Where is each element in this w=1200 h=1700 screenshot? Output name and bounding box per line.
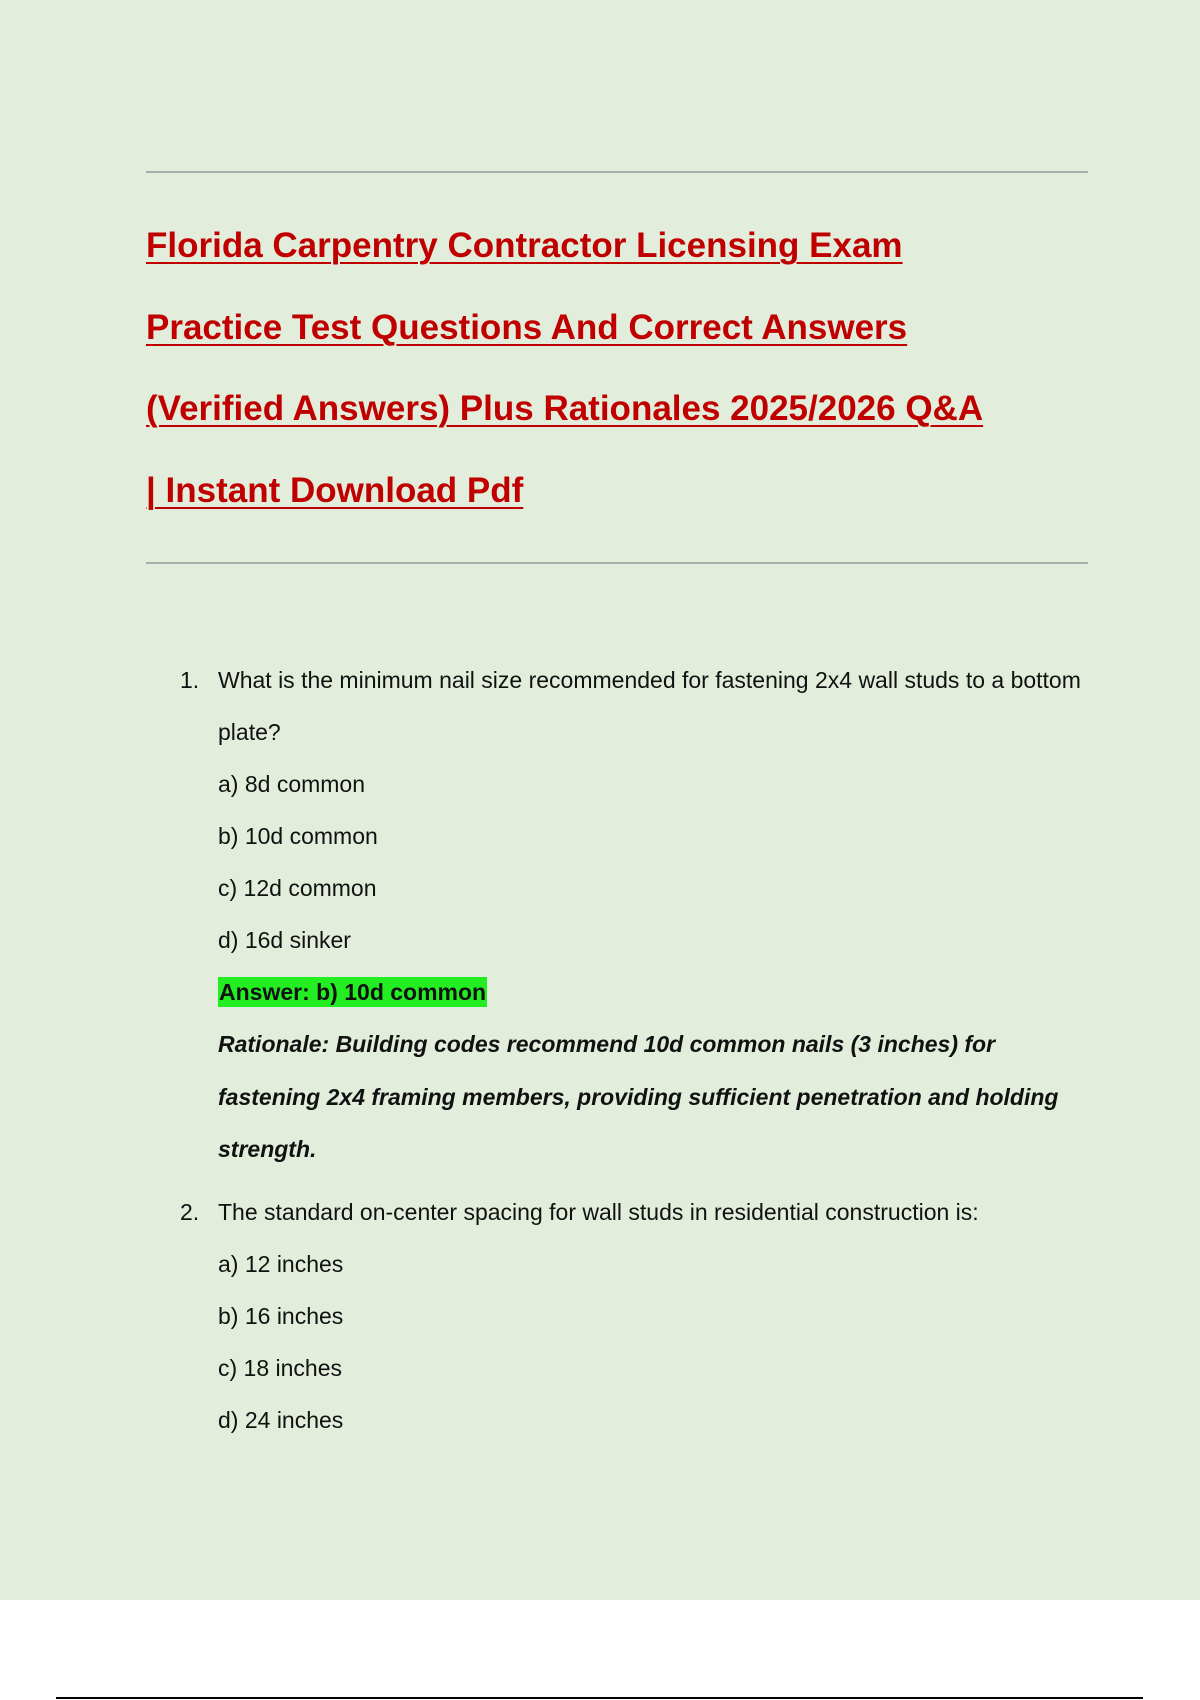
footer-divider bbox=[56, 1697, 1143, 1699]
bottom-divider bbox=[146, 562, 1088, 564]
question-list bbox=[180, 654, 1100, 1446]
title-line: Florida Carpentry Contractor Licensing Exam bbox=[146, 226, 903, 265]
top-divider bbox=[146, 171, 1088, 173]
option-c: c) 12d common bbox=[218, 875, 377, 901]
question-1 bbox=[180, 654, 1100, 1176]
rationale-text: Rationale: Building codes recommend 10d common nails (3 inches) for fastening 2x4 framing members, providing sufficient penetration and holding strength. bbox=[218, 1031, 1059, 1162]
option-b: b) 16 inches bbox=[218, 1302, 344, 1329]
option-c: c) 18 inches bbox=[218, 1354, 343, 1381]
option-d: d) 24 inches bbox=[218, 1406, 344, 1433]
title-line: Practice Test Questions And Correct Answers bbox=[146, 307, 908, 347]
question-number: 1. bbox=[180, 667, 200, 693]
question-text: The standard on-center spacing for wall studs in residential construction is: bbox=[218, 1198, 979, 1225]
question-number: 2. bbox=[180, 1198, 200, 1225]
question-2 bbox=[180, 1186, 1100, 1446]
option-d: d) 16d sinker bbox=[218, 927, 351, 953]
option-a: a) 12 inches bbox=[218, 1250, 344, 1277]
title-line: | Instant Download Pdf bbox=[146, 470, 524, 510]
answer-line bbox=[218, 966, 1100, 1018]
answer-highlight: Answer: b) 10d common bbox=[219, 979, 487, 1005]
title-line: (Verified Answers) Plus Rationales 2025/2026 Q&A bbox=[146, 389, 984, 428]
question-text: What is the minimum nail size recommended for fastening 2x4 wall studs to a bottom plate? bbox=[218, 667, 1081, 745]
option-a: a) 8d common bbox=[218, 771, 366, 797]
option-b: b) 10d common bbox=[218, 823, 378, 849]
document-title bbox=[146, 205, 1106, 531]
